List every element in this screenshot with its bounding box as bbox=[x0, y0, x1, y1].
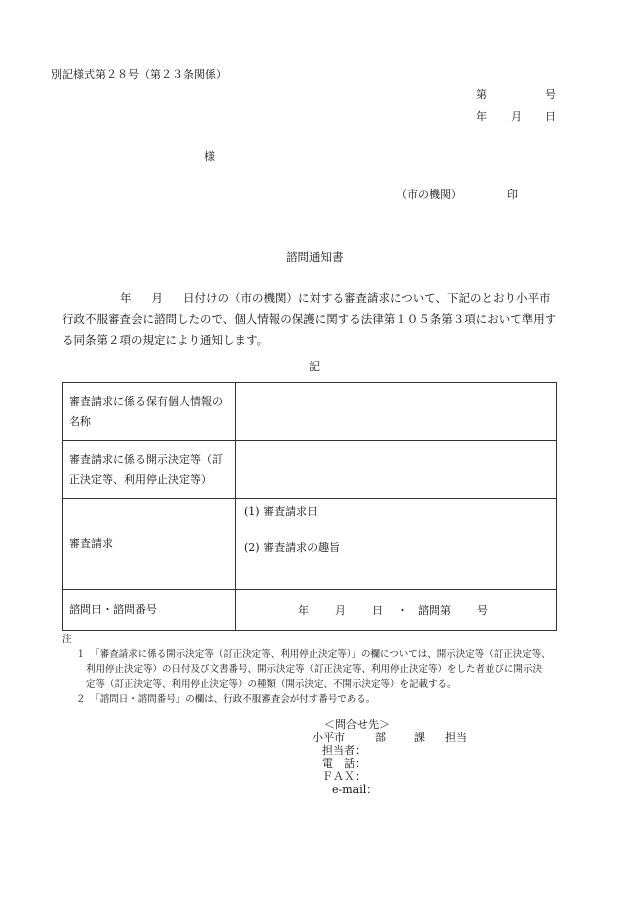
contact-bu: 部 bbox=[375, 731, 386, 744]
notes bbox=[62, 632, 582, 707]
note-1-line-2: 利用停止決定等）の日付及び文書番号、開示決定等（訂正決定等、利用停止決定等）をした者並びに開示決 bbox=[86, 664, 543, 675]
inquiry-table bbox=[62, 382, 557, 631]
inquiry-number-label: 諮問第 bbox=[418, 604, 451, 617]
row-value-request bbox=[236, 499, 557, 590]
row-label-info-name: 審査請求に係る保有個人情報の名称 bbox=[63, 383, 236, 441]
contact-email: e-mail： bbox=[332, 783, 378, 796]
contact-fax: ＦＡＸ： bbox=[322, 770, 366, 783]
note-1-line-3: 定等（訂正決定等、利用停止決定等）の種類（開示決定、不開示決定等）を記載する。 bbox=[86, 679, 457, 690]
issuer-org: （市の機関） bbox=[396, 188, 462, 201]
notes-heading: 注 bbox=[62, 634, 72, 645]
row-value-info-name bbox=[236, 383, 557, 441]
row-value-inquiry-date bbox=[236, 590, 557, 631]
document-title: 諮問通知書 bbox=[286, 250, 344, 264]
date-day-label: 日 bbox=[545, 110, 556, 123]
body-text bbox=[62, 288, 562, 351]
contact-block bbox=[312, 718, 467, 796]
body-line-1 bbox=[62, 288, 562, 309]
inquiry-separator: ・ bbox=[397, 604, 408, 617]
request-item-purpose: (2) 審査請求の趣旨 bbox=[244, 541, 341, 554]
body-line-2: 行政不服審査会に諮問したので、個人情報の保護に関する法律第１０５条第３項において準用す bbox=[62, 312, 557, 326]
body-month-label: 月 bbox=[151, 291, 163, 305]
row-label-decision: 審査請求に係る開示決定等（訂正決定等、利用停止決定等） bbox=[63, 441, 236, 499]
contact-heading: ＜問合せ先＞ bbox=[324, 718, 390, 731]
inquiry-year-label: 年 bbox=[298, 604, 309, 617]
doc-number-dai: 第 bbox=[476, 88, 487, 101]
table-row bbox=[63, 590, 557, 631]
form-number: 別記様式第２８号（第２３条関係） bbox=[51, 68, 227, 81]
contact-city: 小平市 bbox=[312, 731, 345, 744]
body-line-1-rest: 日付けの（市の機関）に対する審査請求について、下記のとおり小平市 bbox=[183, 291, 551, 305]
body-line-3: る同条第２項の規定により通知します。 bbox=[62, 333, 269, 347]
contact-department bbox=[312, 731, 467, 744]
note-2: ２ 「諮問日・諮問番号」の欄は、行政不服審査会が付す番号である。 bbox=[76, 694, 376, 705]
row-value-decision bbox=[236, 441, 557, 499]
table-row bbox=[63, 499, 557, 590]
request-item-date: (1) 審査請求日 bbox=[244, 505, 319, 518]
date-month-label: 月 bbox=[511, 110, 522, 123]
body-year-label: 年 bbox=[120, 291, 132, 305]
inquiry-month-label: 月 bbox=[335, 604, 346, 617]
row-label-inquiry-date: 諮問日・諮問番号 bbox=[63, 590, 236, 631]
inquiry-go-label: 号 bbox=[477, 604, 488, 617]
doc-number-go: 号 bbox=[545, 88, 556, 101]
date-year-label: 年 bbox=[476, 110, 487, 123]
contact-tanto: 担当 bbox=[445, 731, 467, 744]
contact-person: 担当者： bbox=[322, 744, 366, 757]
note-1-line-1: １ 「審査請求に係る開示決定等（訂正決定等、利用停止決定等）」の欄については、開示決定等（訂正決定等、 bbox=[76, 649, 551, 660]
contact-ka: 課 bbox=[414, 731, 425, 744]
issuer-seal: 印 bbox=[507, 188, 518, 201]
contact-tel: 電 話： bbox=[322, 757, 366, 770]
row-label-request: 審査請求 bbox=[63, 499, 236, 590]
addressee-sama: 様 bbox=[204, 150, 215, 163]
inquiry-day-label: 日 bbox=[372, 604, 383, 617]
table-row bbox=[63, 441, 557, 499]
ki-heading: 記 bbox=[309, 360, 320, 373]
table-row bbox=[63, 383, 557, 441]
